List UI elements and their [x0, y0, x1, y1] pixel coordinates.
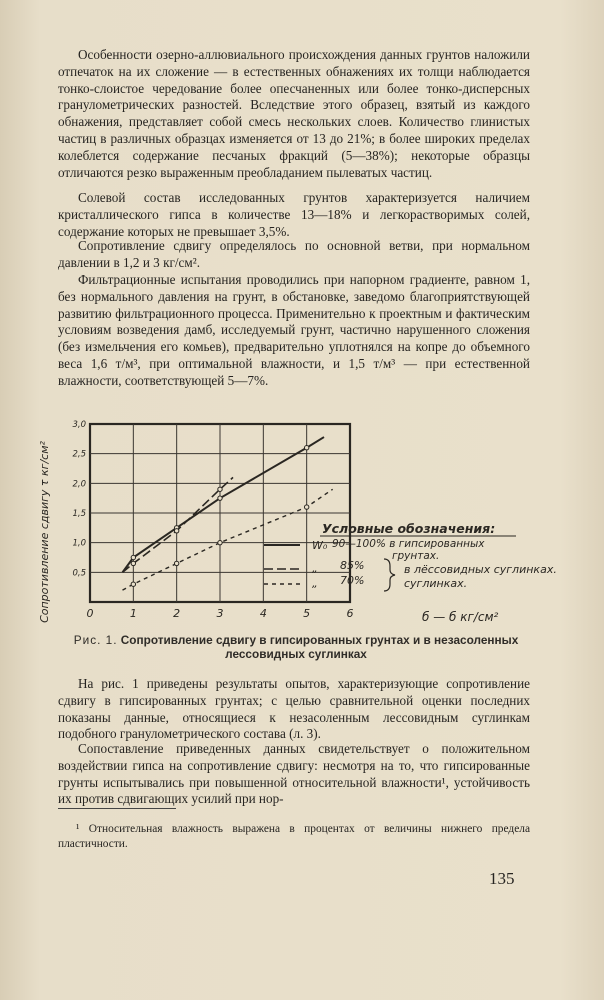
series-point-1	[304, 446, 308, 450]
series-point-1	[218, 496, 222, 500]
series-line-2	[123, 477, 234, 572]
y-tick-label: 0,5	[72, 568, 86, 579]
series-point-2	[174, 529, 178, 533]
legend-brace	[384, 559, 395, 591]
legend-label-gypsum-cont: грунтах.	[392, 550, 440, 562]
series-point-3	[131, 582, 135, 586]
chart-series	[123, 437, 333, 590]
chart-axis-ticks	[72, 420, 353, 620]
y-tick-label: 1,0	[72, 538, 86, 549]
paragraph-1: Особенности озерно-аллювиального происхождения данных грунтов наложили отпечаток на их сложение — в естественных обнажениях их толщи наблюдается тонко-слоистое чередование более опесчаненных или более тонко-дисперсных гранулометрических разностей. Вследствие этого образец, взятый из каждого обнажения, представляет собой смесь нескольких слоев. Количество глинистых частиц в различных образцах изменяется от 13 до 21%; в более широких пределах колеблется содержание песчаных фракций (5—38%); некоторые образцы отличаются резко выраженным преобладанием пылеватых частиц.	[58, 47, 530, 180]
series-line-3	[123, 489, 333, 590]
footnote-divider	[58, 808, 176, 809]
shear-resistance-chart	[20, 412, 557, 626]
chart-grid	[90, 424, 350, 602]
figure-caption	[60, 633, 532, 661]
paragraph-4: Фильтрационные испытания проводились при напорном градиенте, равном 1, без нормального давления на грунт, в обстановке, заведомо благоприятствующей развитию фильтрационного процесса. Применительно к проектным и фактическим условиям возведения дамб, исследуемый грунт, частично нарушенного сложения (без измельчения его комьев), предварительно уплотнялся на копре до объемного веса 1,6 т/м³, при оптимальной влажности, и 1,5 т/м³ — при естественной влажности, соответствующей 5—7%.	[58, 272, 530, 388]
legend-label-gypsum: 90—100% в гипсированных	[332, 538, 485, 550]
paragraph-6: Сопоставление приведенных данных свидетельствует о положительном воздействии гипса на сопротивление сдвигу: несмотря на то, что гипсированные грунты испытывались при повышенной относительной влажности¹, устойчивость их против сдвигающих усилий при нор-	[58, 741, 530, 807]
footnote: ¹ Относительная влажность выражена в процентах от величины нижнего предела пластичности.	[58, 823, 530, 850]
x-tick-label: 2	[173, 607, 181, 620]
x-tick-label: 5	[303, 607, 311, 620]
legend-marker-w0: W₀	[312, 539, 328, 552]
y-tick-label: 3,0	[72, 420, 86, 430]
y-tick-label: 1,5	[72, 509, 86, 519]
paragraph-5: На рис. 1 приведены результаты опытов, характеризующие сопротивление сдвигу в гипсированных грунтах; с целью сравнительной оценки последних показаны данные, относящиеся к незасоленным лессовидным суглинкам подобного гранулометрического состава (л. 3).	[58, 676, 530, 742]
y-tick-label: 2,0	[72, 479, 86, 490]
chart-y-axis-label: Сопротивление сдвигу τ кг/см²	[38, 441, 51, 623]
legend-label-70: 70%	[340, 574, 365, 587]
series-point-2	[131, 561, 135, 565]
x-tick-label: 6	[346, 607, 354, 620]
x-tick-label: 1	[129, 607, 137, 620]
x-tick-label: 0	[86, 607, 94, 620]
paragraph-2: Солевой состав исследованных грунтов характеризуется наличием кристаллического гипса в количестве 13—18% и легкорастворимых солей, содержание которых не превышает 3,5%.	[58, 190, 530, 239]
series-point-3	[304, 505, 308, 509]
figure-caption-prefix: Рис. 1.	[73, 633, 118, 647]
y-tick-label: 2,5	[72, 449, 86, 460]
series-point-1	[131, 555, 135, 559]
series-point-3	[174, 561, 178, 565]
series-line-1	[123, 437, 325, 572]
legend-marker-85: „	[312, 562, 318, 575]
legend-marker-70: „	[312, 577, 318, 590]
page-number: 135	[489, 869, 515, 888]
legend-title: Условные обозначения:	[322, 521, 496, 536]
series-point-2	[218, 487, 222, 491]
x-tick-label: 4	[259, 607, 267, 620]
chart-x-axis-label: б — б кг/см²	[422, 610, 499, 624]
legend-brace-label-cont: суглинках.	[404, 577, 468, 590]
x-tick-label: 3	[216, 607, 224, 620]
chart-legend	[264, 521, 557, 591]
paragraph-3: Сопротивление сдвигу определялось по основной ветви, при нормальном давлении в 1,2 и 3 кг/см².	[58, 238, 530, 270]
legend-brace-label: в лёссовидных суглинках.	[404, 563, 557, 576]
figure-caption-text: Сопротивление сдвигу в гипсированных грунтах и в незасоленных лессовидных суглинках	[120, 633, 519, 661]
legend-label-85: 85%	[340, 559, 365, 572]
series-point-3	[218, 540, 222, 544]
